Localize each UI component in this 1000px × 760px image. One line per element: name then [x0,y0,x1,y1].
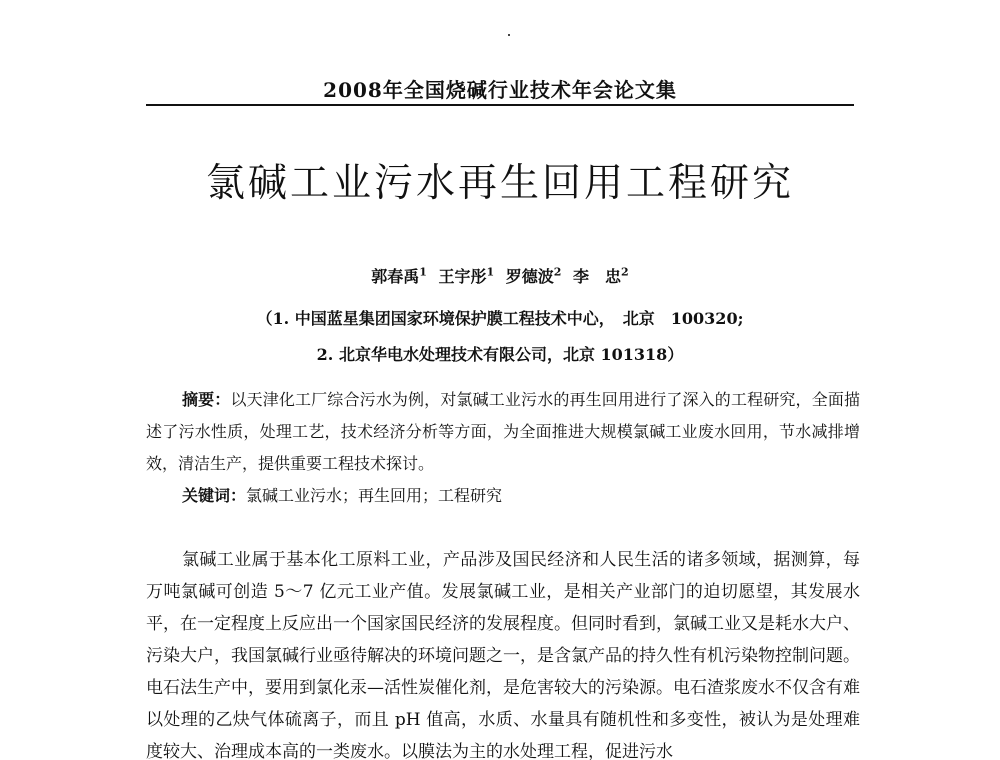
author-affil-mark: 1 [486,265,495,279]
author-affil-mark: 1 [419,265,427,279]
affiliation-1: （1. 中国蓝星集团国家环境保护膜工程技术中心， 北京 100320; [256,309,744,328]
author-affil-mark: 2 [553,265,562,279]
author-name: 罗德波 [505,267,554,286]
paper-title: 氯碱工业污水再生回用工程研究 [205,161,794,206]
author-name: 郭春禹 [371,267,420,286]
author [439,267,495,286]
author [506,267,562,286]
scan-speck [508,34,510,36]
author [371,267,427,286]
header-rule [146,104,854,106]
abstract-text: 以天津化工厂综合污水为例，对氯碱工业污水的再生回用进行了深入的工程研究，全面描述了污水性质，处理工艺，技术经济分析等方面，为全面推进大规模氯碱工业废水回用，节水减排增效，清洁生产，提供重要工程技术探讨。 [146,390,860,473]
keywords [182,480,502,512]
author-list [0,264,1000,287]
keywords-label: 关键词： [182,486,247,505]
abstract-label: 摘要： [182,390,231,409]
author-name: 王宇彤 [438,267,487,286]
affiliation-2: 2. 北京华电水处理技术有限公司，北京 101318） [316,345,684,364]
keywords-text: 氯碱工业污水；再生回用；工程研究 [246,486,503,505]
running-header: 2008年全国烧碱行业技术年会论文集 [323,78,677,102]
author-name: 李 忠 [573,267,622,286]
abstract [146,384,860,480]
author-affil-mark: 2 [621,265,629,279]
body-paragraph: 氯碱工业属于基本化工原料工业，产品涉及国民经济和人民生活的诸多领域，据测算，每万吨氯碱可创造 5～7 亿元工业产值。发展氯碱工业，是相关产业部门的迫切愿望，其发展水平，在一定程度上反应出一个国家国民经济的发展程度。但同时看到，氯碱工业又是耗水大户、污染大户，我国氯碱行业亟待解决的环境问题之一，是含氯产品的持久性有机污染物控制问题。电石法生产中，要用到氯化汞—活性炭催化剂，是危害较大的污染源。电石渣浆废水不仅含有难以处理的乙炔气体硫离子，而且 pH 值高，水质、水量具有随机性和多变性，被认为是处理难度较大、治理成本高的一类废水。以膜法为主的水处理工程，促进污水 [146,550,860,760]
author [573,267,629,286]
